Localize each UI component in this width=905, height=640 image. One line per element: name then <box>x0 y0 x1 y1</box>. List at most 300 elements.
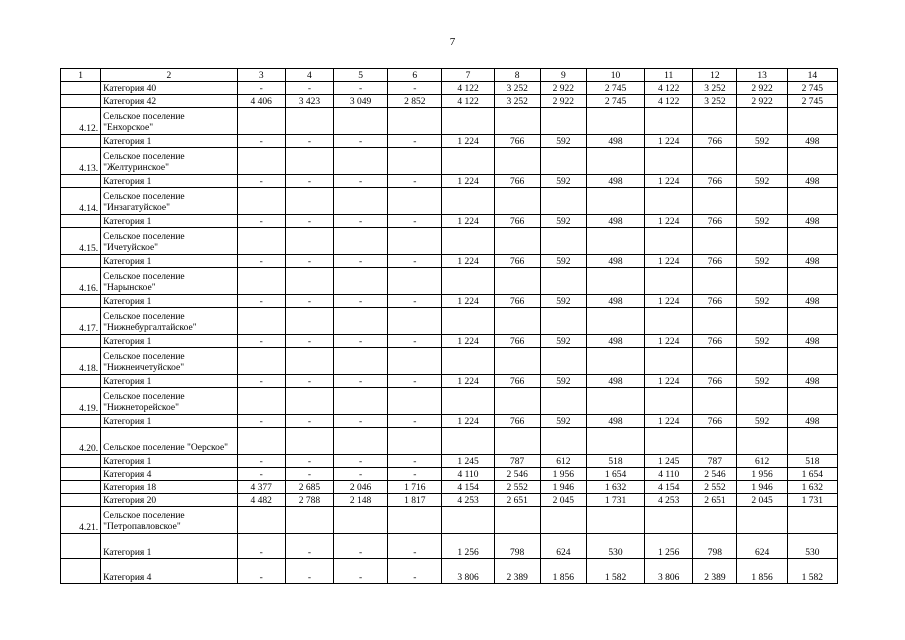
settlement-name: Сельское поселение "Оерское" <box>101 428 238 455</box>
value-cell: - <box>388 215 442 228</box>
value-cell <box>787 388 837 415</box>
value-cell: 592 <box>540 255 586 268</box>
header-row <box>61 69 838 82</box>
value-cell <box>737 428 787 455</box>
value-cell: 766 <box>693 215 737 228</box>
value-cell: 3 423 <box>285 95 333 108</box>
value-cell <box>285 268 333 295</box>
value-cell <box>586 428 644 455</box>
value-cell: 3 252 <box>693 95 737 108</box>
value-cell: - <box>285 559 333 584</box>
row-index: 4.19. <box>61 388 101 415</box>
value-cell <box>442 108 494 135</box>
value-cell <box>693 507 737 534</box>
value-cell: - <box>237 455 285 468</box>
value-cell: 2 922 <box>737 95 787 108</box>
value-cell: - <box>334 135 388 148</box>
table-row <box>61 534 838 559</box>
value-cell: - <box>237 534 285 559</box>
value-cell: 1 654 <box>586 468 644 481</box>
value-cell <box>442 348 494 375</box>
value-cell <box>586 507 644 534</box>
row-index: 4.18. <box>61 348 101 375</box>
table-row <box>61 295 838 308</box>
value-cell: 1 632 <box>586 481 644 494</box>
column-header: 9 <box>540 69 586 82</box>
value-cell: 1 731 <box>586 494 644 507</box>
value-cell <box>334 268 388 295</box>
table-row <box>61 415 838 428</box>
value-cell: 2 389 <box>494 559 540 584</box>
value-cell <box>645 268 693 295</box>
value-cell: 624 <box>540 534 586 559</box>
value-cell: 766 <box>494 295 540 308</box>
value-cell: 592 <box>540 175 586 188</box>
value-cell: 2 788 <box>285 494 333 507</box>
row-index <box>61 455 101 468</box>
value-cell <box>586 388 644 415</box>
settlement-row <box>61 188 838 215</box>
value-cell <box>237 348 285 375</box>
value-cell <box>442 148 494 175</box>
value-cell: 530 <box>586 534 644 559</box>
value-cell: 766 <box>494 415 540 428</box>
value-cell <box>285 108 333 135</box>
value-cell: 592 <box>737 295 787 308</box>
value-cell <box>334 228 388 255</box>
value-cell: 2 546 <box>693 468 737 481</box>
value-cell: 592 <box>540 335 586 348</box>
value-cell: 498 <box>586 255 644 268</box>
row-index: 4.15. <box>61 228 101 255</box>
value-cell <box>494 108 540 135</box>
value-cell: 1 731 <box>787 494 837 507</box>
table-row <box>61 559 838 584</box>
row-index <box>61 135 101 148</box>
value-cell: 798 <box>693 534 737 559</box>
value-cell: - <box>334 295 388 308</box>
value-cell <box>442 228 494 255</box>
value-cell <box>285 507 333 534</box>
value-cell: 624 <box>737 534 787 559</box>
settlement-name: Сельское поселение "Петропавловское" <box>101 507 238 534</box>
row-index <box>61 175 101 188</box>
value-cell: - <box>237 175 285 188</box>
value-cell: 592 <box>737 335 787 348</box>
value-cell: 498 <box>787 295 837 308</box>
value-cell <box>693 388 737 415</box>
value-cell: - <box>285 534 333 559</box>
value-cell <box>693 188 737 215</box>
value-cell: 2 046 <box>334 481 388 494</box>
value-cell <box>494 308 540 335</box>
row-index <box>61 215 101 228</box>
value-cell <box>737 507 787 534</box>
row-index: 4.16. <box>61 268 101 295</box>
table-row <box>61 468 838 481</box>
value-cell <box>693 228 737 255</box>
row-index <box>61 494 101 507</box>
value-cell: 592 <box>540 415 586 428</box>
value-cell: 498 <box>787 135 837 148</box>
value-cell: 1 245 <box>442 455 494 468</box>
value-cell <box>237 108 285 135</box>
value-cell: - <box>237 468 285 481</box>
value-cell: 1 224 <box>645 335 693 348</box>
row-index <box>61 335 101 348</box>
settlement-name: Сельское поселение "Нижнебургалтайское" <box>101 308 238 335</box>
value-cell <box>586 308 644 335</box>
value-cell <box>645 388 693 415</box>
column-header: 1 <box>61 69 101 82</box>
value-cell: 1 856 <box>540 559 586 584</box>
column-header: 2 <box>101 69 238 82</box>
value-cell: 3 252 <box>494 95 540 108</box>
column-header: 7 <box>442 69 494 82</box>
value-cell <box>737 308 787 335</box>
value-cell: 1 224 <box>442 215 494 228</box>
value-cell <box>334 388 388 415</box>
settlement-name: Сельское поселение "Инзагатуйское" <box>101 188 238 215</box>
value-cell: - <box>388 335 442 348</box>
value-cell: 592 <box>540 375 586 388</box>
category-name: Категория 1 <box>101 335 238 348</box>
value-cell <box>442 188 494 215</box>
category-name: Категория 42 <box>101 95 238 108</box>
value-cell <box>693 268 737 295</box>
value-cell <box>334 148 388 175</box>
value-cell: - <box>237 559 285 584</box>
value-cell <box>334 348 388 375</box>
value-cell: - <box>334 375 388 388</box>
value-cell: 2 389 <box>693 559 737 584</box>
settlement-row <box>61 348 838 375</box>
value-cell <box>645 428 693 455</box>
value-cell <box>285 188 333 215</box>
value-cell: - <box>334 559 388 584</box>
value-cell <box>540 228 586 255</box>
value-cell <box>285 308 333 335</box>
value-cell <box>494 188 540 215</box>
value-cell: - <box>334 175 388 188</box>
value-cell: - <box>388 559 442 584</box>
value-cell <box>540 148 586 175</box>
value-cell: 498 <box>787 375 837 388</box>
value-cell: - <box>388 135 442 148</box>
value-cell: 1 224 <box>442 375 494 388</box>
value-cell: - <box>334 335 388 348</box>
value-cell: 1 224 <box>442 295 494 308</box>
value-cell <box>737 188 787 215</box>
value-cell <box>494 428 540 455</box>
value-cell <box>334 188 388 215</box>
value-cell: 592 <box>540 135 586 148</box>
value-cell <box>586 188 644 215</box>
value-cell: 766 <box>693 135 737 148</box>
row-index: 4.17. <box>61 308 101 335</box>
value-cell <box>237 428 285 455</box>
value-cell: 1 256 <box>442 534 494 559</box>
value-cell: 498 <box>787 215 837 228</box>
value-cell <box>540 428 586 455</box>
value-cell <box>442 428 494 455</box>
value-cell: 2 651 <box>494 494 540 507</box>
value-cell: 1 224 <box>645 215 693 228</box>
value-cell: - <box>334 415 388 428</box>
tariff-table <box>60 68 838 584</box>
value-cell: 498 <box>586 175 644 188</box>
value-cell <box>737 108 787 135</box>
value-cell: 1 245 <box>645 455 693 468</box>
value-cell <box>787 428 837 455</box>
value-cell: 4 253 <box>645 494 693 507</box>
column-header: 5 <box>334 69 388 82</box>
table-row <box>61 335 838 348</box>
value-cell: 2 922 <box>737 82 787 95</box>
value-cell: - <box>388 175 442 188</box>
value-cell: - <box>285 335 333 348</box>
value-cell: 498 <box>586 135 644 148</box>
value-cell <box>787 188 837 215</box>
table-row <box>61 481 838 494</box>
value-cell <box>693 308 737 335</box>
value-cell: - <box>237 335 285 348</box>
value-cell: 766 <box>494 175 540 188</box>
value-cell: 1 716 <box>388 481 442 494</box>
value-cell: 766 <box>494 215 540 228</box>
value-cell: 2 685 <box>285 481 333 494</box>
value-cell <box>693 348 737 375</box>
value-cell: 4 377 <box>237 481 285 494</box>
value-cell <box>737 228 787 255</box>
value-cell <box>237 268 285 295</box>
category-name: Категория 1 <box>101 255 238 268</box>
category-name: Категория 1 <box>101 295 238 308</box>
value-cell: 612 <box>540 455 586 468</box>
row-index <box>61 82 101 95</box>
row-index: 4.20. <box>61 428 101 455</box>
value-cell <box>237 188 285 215</box>
value-cell <box>388 348 442 375</box>
value-cell <box>237 507 285 534</box>
value-cell: 798 <box>494 534 540 559</box>
value-cell <box>645 108 693 135</box>
value-cell: - <box>285 82 333 95</box>
settlement-row <box>61 148 838 175</box>
value-cell: - <box>237 415 285 428</box>
value-cell: - <box>285 135 333 148</box>
value-cell: 766 <box>494 375 540 388</box>
settlement-row <box>61 108 838 135</box>
column-header: 8 <box>494 69 540 82</box>
value-cell: 787 <box>693 455 737 468</box>
value-cell <box>285 228 333 255</box>
value-cell: 1 256 <box>645 534 693 559</box>
value-cell: 3 252 <box>693 82 737 95</box>
value-cell <box>388 148 442 175</box>
value-cell: 1 817 <box>388 494 442 507</box>
value-cell: 592 <box>737 215 787 228</box>
table-body <box>61 69 838 584</box>
settlement-row <box>61 228 838 255</box>
value-cell: 1 224 <box>645 295 693 308</box>
value-cell <box>693 108 737 135</box>
value-cell: - <box>388 468 442 481</box>
value-cell: 592 <box>540 295 586 308</box>
category-name: Категория 4 <box>101 468 238 481</box>
value-cell <box>540 308 586 335</box>
settlement-name: Сельское поселение "Ичетуйское" <box>101 228 238 255</box>
row-index <box>61 375 101 388</box>
table-row <box>61 175 838 188</box>
value-cell: - <box>237 135 285 148</box>
value-cell <box>237 308 285 335</box>
value-cell <box>442 507 494 534</box>
table-row <box>61 135 838 148</box>
table-row <box>61 95 838 108</box>
value-cell: - <box>388 295 442 308</box>
value-cell <box>494 348 540 375</box>
table-row <box>61 455 838 468</box>
value-cell: 2 745 <box>586 82 644 95</box>
value-cell: 1 224 <box>442 135 494 148</box>
value-cell <box>237 228 285 255</box>
value-cell <box>737 348 787 375</box>
value-cell: 1 582 <box>787 559 837 584</box>
value-cell <box>787 228 837 255</box>
value-cell: - <box>388 255 442 268</box>
value-cell: - <box>237 215 285 228</box>
value-cell: 518 <box>787 455 837 468</box>
value-cell <box>787 348 837 375</box>
value-cell: 1 224 <box>645 255 693 268</box>
value-cell: 1 956 <box>540 468 586 481</box>
value-cell: 766 <box>494 255 540 268</box>
category-name: Категория 20 <box>101 494 238 507</box>
category-name: Категория 1 <box>101 215 238 228</box>
value-cell: 3 806 <box>442 559 494 584</box>
value-cell: 1 224 <box>645 135 693 148</box>
value-cell: 766 <box>494 335 540 348</box>
value-cell <box>334 308 388 335</box>
value-cell: 1 224 <box>442 415 494 428</box>
table-row <box>61 82 838 95</box>
value-cell: 4 253 <box>442 494 494 507</box>
value-cell: 1 224 <box>645 175 693 188</box>
value-cell: 2 922 <box>540 95 586 108</box>
value-cell: 2 546 <box>494 468 540 481</box>
value-cell: 1 654 <box>787 468 837 481</box>
value-cell <box>540 507 586 534</box>
value-cell <box>285 348 333 375</box>
value-cell: - <box>388 534 442 559</box>
value-cell: 766 <box>693 415 737 428</box>
value-cell: - <box>285 175 333 188</box>
value-cell: 787 <box>494 455 540 468</box>
category-name: Категория 1 <box>101 534 238 559</box>
row-index <box>61 95 101 108</box>
value-cell: 498 <box>787 415 837 428</box>
settlement-row <box>61 388 838 415</box>
value-cell <box>645 308 693 335</box>
value-cell: - <box>334 255 388 268</box>
value-cell <box>494 148 540 175</box>
value-cell <box>645 148 693 175</box>
table-row <box>61 215 838 228</box>
value-cell: 530 <box>787 534 837 559</box>
value-cell <box>586 348 644 375</box>
settlement-name: Сельское поселение "Енхорское" <box>101 108 238 135</box>
value-cell: - <box>334 534 388 559</box>
value-cell: 2 552 <box>494 481 540 494</box>
value-cell <box>540 348 586 375</box>
value-cell <box>787 507 837 534</box>
category-name: Категория 1 <box>101 415 238 428</box>
value-cell: - <box>334 82 388 95</box>
value-cell: - <box>237 82 285 95</box>
value-cell <box>645 348 693 375</box>
value-cell: 592 <box>737 415 787 428</box>
value-cell: 498 <box>787 335 837 348</box>
value-cell: 4 122 <box>442 95 494 108</box>
category-name: Категория 1 <box>101 455 238 468</box>
value-cell: 1 582 <box>586 559 644 584</box>
value-cell: 498 <box>586 215 644 228</box>
category-name: Категория 18 <box>101 481 238 494</box>
value-cell: 766 <box>693 295 737 308</box>
row-index <box>61 295 101 308</box>
value-cell <box>388 188 442 215</box>
value-cell: 4 122 <box>442 82 494 95</box>
row-index <box>61 481 101 494</box>
value-cell: 2 148 <box>334 494 388 507</box>
value-cell: 592 <box>737 255 787 268</box>
value-cell <box>237 148 285 175</box>
value-cell: 766 <box>693 375 737 388</box>
column-header: 11 <box>645 69 693 82</box>
settlement-name: Сельское поселение "Желтуринское" <box>101 148 238 175</box>
value-cell: - <box>285 295 333 308</box>
value-cell <box>388 108 442 135</box>
value-cell: 1 224 <box>645 375 693 388</box>
value-cell: - <box>285 415 333 428</box>
settlement-row <box>61 268 838 295</box>
row-index <box>61 415 101 428</box>
value-cell: 1 224 <box>645 415 693 428</box>
value-cell: - <box>285 375 333 388</box>
value-cell: - <box>285 455 333 468</box>
value-cell: - <box>285 255 333 268</box>
value-cell <box>787 148 837 175</box>
value-cell <box>737 388 787 415</box>
value-cell: 4 110 <box>442 468 494 481</box>
row-index <box>61 468 101 481</box>
value-cell <box>494 228 540 255</box>
category-name: Категория 1 <box>101 175 238 188</box>
category-name: Категория 1 <box>101 375 238 388</box>
value-cell: 1 946 <box>737 481 787 494</box>
value-cell <box>494 507 540 534</box>
value-cell: 498 <box>586 295 644 308</box>
value-cell: 592 <box>737 175 787 188</box>
value-cell <box>494 268 540 295</box>
value-cell <box>494 388 540 415</box>
value-cell <box>442 388 494 415</box>
value-cell: 766 <box>693 255 737 268</box>
row-index: 4.14. <box>61 188 101 215</box>
value-cell <box>645 188 693 215</box>
value-cell: 592 <box>737 135 787 148</box>
